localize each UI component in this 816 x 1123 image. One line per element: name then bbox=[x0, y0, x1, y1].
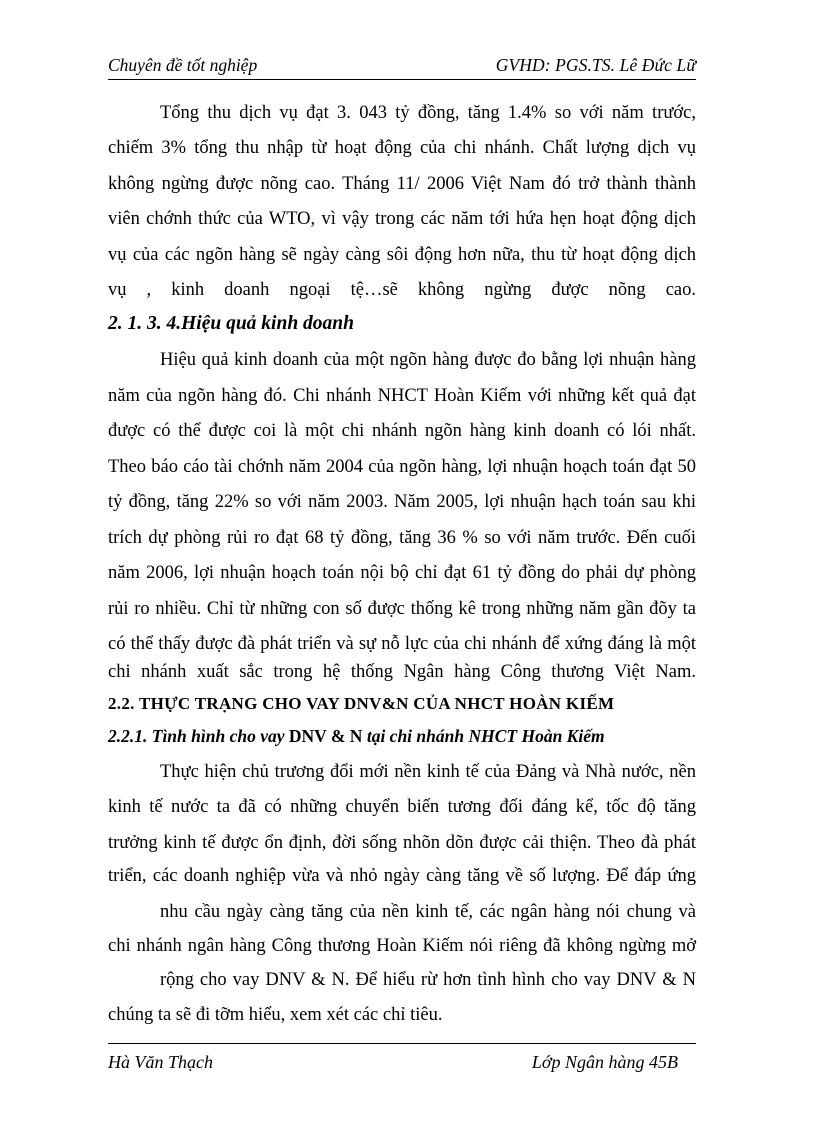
body-line: vụ của các ngõn hàng sẽ ngày càng sôi động hơn nữa, thu từ hoạt động dịch bbox=[108, 245, 696, 265]
page-header bbox=[108, 55, 696, 80]
body-line: Theo báo cáo tài chớnh năm 2004 của ngõn hàng, lợi nhuận hoạch toán đạt 50 bbox=[108, 457, 696, 477]
body-line: nhu cầu ngày càng tăng của nền kinh tế, các ngân hàng nói chung và bbox=[160, 902, 696, 922]
footer-author: Hà Văn Thạch bbox=[108, 1052, 213, 1072]
page-footer bbox=[108, 1043, 696, 1073]
body-line: chi nhánh ngân hàng Công thương Hoàn Kiếm nói riêng đã không ngừng mở bbox=[108, 936, 696, 956]
body-line: Tổng thu dịch vụ đạt 3. 043 tỷ đồng, tăng 1.4% so với năm trước, bbox=[160, 103, 696, 123]
body-line: rộng cho vay DNV & N. Để hiểu rừ hơn tình hình cho vay DNV & N bbox=[160, 970, 696, 990]
body-line: tỷ đồng, tăng 22% so với năm 2003. Năm 2005, lợi nhuận hạch toán sau khi bbox=[108, 492, 696, 512]
footer-class: Lớp Ngân hàng 45B bbox=[531, 1052, 678, 1072]
subsection-heading-part2: DNV & N bbox=[288, 726, 363, 746]
subsection-heading-part1: 2.2.1. Tình hình cho vay bbox=[108, 726, 285, 746]
body-line: có thể thấy được đà phát triển và sự nỗ lực của chi nhánh để xứng đáng là một bbox=[108, 634, 696, 654]
body-line: chúng ta sẽ đi tỡm hiểu, xem xét các chỉ tiêu. bbox=[108, 1005, 443, 1025]
body-line: Thực hiện chủ trương đổi mới nền kinh tế của Đảng và Nhà nước, nền bbox=[160, 762, 696, 782]
subsection-heading bbox=[108, 726, 696, 746]
section-heading: 2. 1. 3. 4.Hiệu quả kinh doanh bbox=[108, 313, 354, 334]
body-line: vụ , kinh doanh ngoại tệ…sẽ không ngừng được nõng cao. bbox=[108, 280, 696, 300]
body-line: không ngừng được nõng cao. Tháng 11/ 2006 Việt Nam đó trở thành thành bbox=[108, 174, 696, 194]
body-line: được có thể được coi là một chi nhánh ngõn hàng kinh doanh có lói nhất. bbox=[108, 421, 696, 441]
body-line: kinh tế nước ta đã có những chuyển biến tương đối đáng kể, tốc độ tăng bbox=[108, 797, 696, 817]
body-line: Hiệu quả kinh doanh của một ngõn hàng được đo bằng lợi nhuận hàng bbox=[160, 350, 696, 370]
subsection-heading-part3: tại chi nhánh NHCT Hoàn Kiếm bbox=[366, 726, 605, 746]
body-line: năm 2006, lợi nhuận hoạch toán nội bộ chỉ đạt 61 tỷ đồng do phải dự phòng bbox=[108, 563, 696, 583]
body-line: chiếm 3% tổng thu nhập từ hoạt động của chi nhánh. Chất lượng dịch vụ bbox=[108, 138, 696, 158]
body-line: triển, các doanh nghiệp vừa và nhỏ ngày càng tăng về số lượng. Để đáp ứng bbox=[108, 866, 696, 886]
header-advisor: GVHD: PGS.TS. Lê Đức Lữ bbox=[495, 55, 696, 75]
body-line: viên chớnh thức của WTO, vì vậy trong các năm tới hứa hẹn hoạt động dịch bbox=[108, 209, 696, 229]
body-line: rủi ro nhiều. Chỉ từ những con số được thống kê trong những năm gần đõy ta bbox=[108, 599, 696, 619]
chapter-heading: 2.2. THỰC TRẠNG CHO VAY DNV&N CỦA NHCT HOÀN KIẾM bbox=[108, 694, 615, 713]
body-line: trích dự phòng rủi ro đạt 68 tỷ đồng, tăng 36 % so với năm trước. Đến cuối bbox=[108, 528, 696, 548]
body-line: chi nhánh xuất sắc trong hệ thống Ngân hàng Công thương Việt Nam. bbox=[108, 662, 696, 682]
header-title: Chuyên đề tốt nghiệp bbox=[108, 55, 258, 75]
body-line: năm của ngõn hàng đó. Chi nhánh NHCT Hoàn Kiếm với những kết quả đạt bbox=[108, 386, 696, 406]
body-line: trưởng kinh tế được ổn định, đời sống nhõn dõn được cải thiện. Theo đà phát bbox=[108, 833, 696, 853]
